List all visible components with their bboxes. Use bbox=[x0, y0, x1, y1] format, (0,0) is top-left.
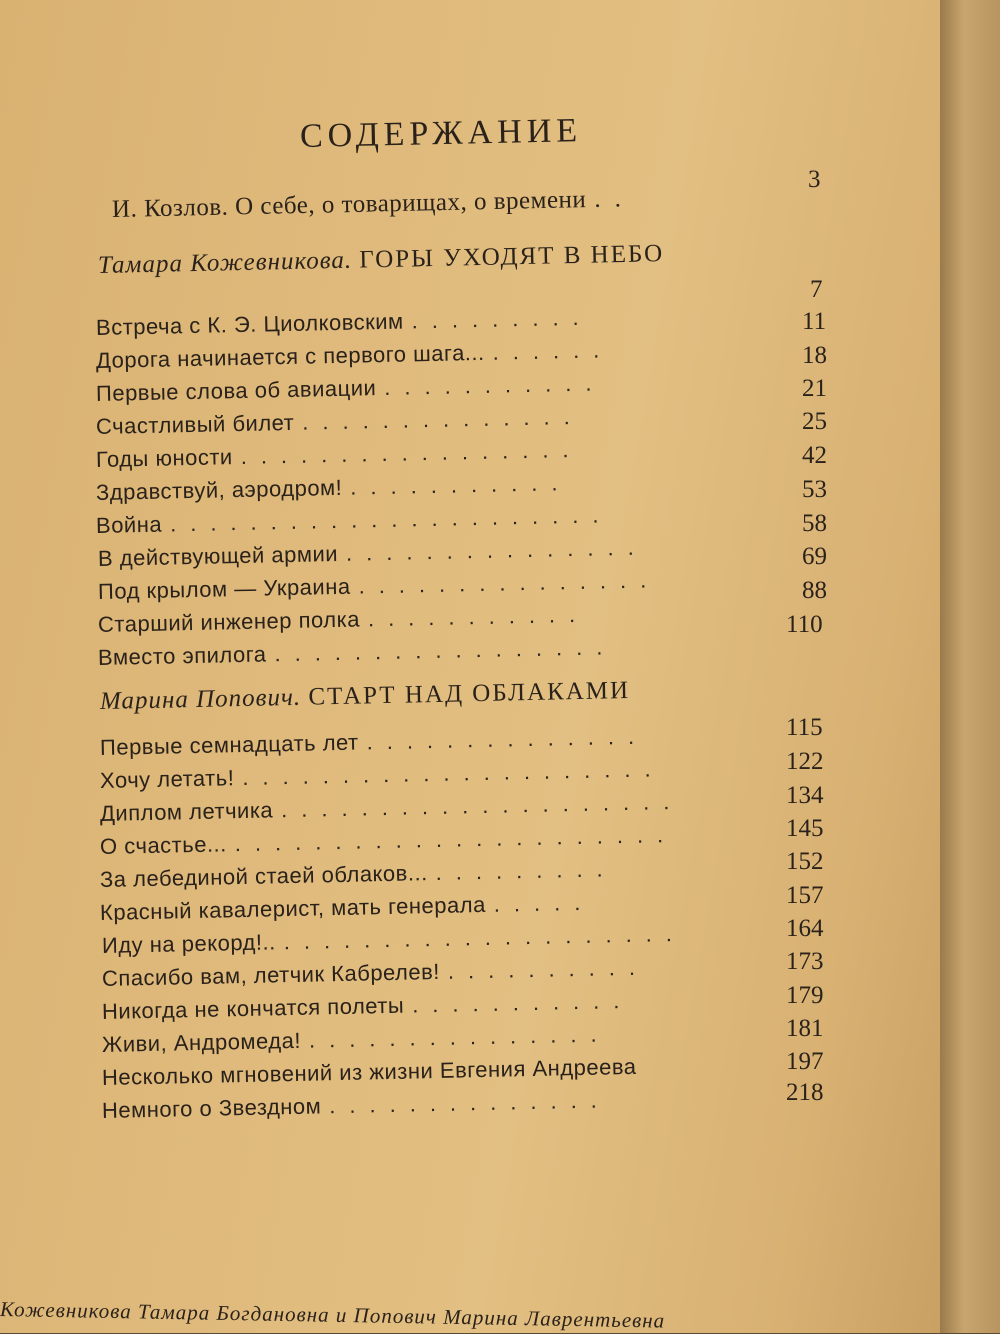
toc-entry-title: Живи, Андромеда! bbox=[101, 1027, 302, 1057]
toc-page-number: 7 bbox=[810, 276, 823, 303]
toc-page-number: 134 bbox=[786, 782, 824, 809]
toc-page-number: 115 bbox=[786, 714, 823, 741]
toc-entry-title: Под крылом — Украина bbox=[97, 573, 351, 604]
toc-page-number: 122 bbox=[786, 748, 824, 775]
leader-dots: ................. bbox=[240, 436, 583, 469]
section-title: СТАРТ НАД ОБЛАКАМИ bbox=[308, 676, 631, 711]
section-title: ГОРЫ УХОДЯТ В НЕБО bbox=[359, 240, 665, 274]
toc-page-number: 181 bbox=[786, 1015, 824, 1042]
toc-page-number: 25 bbox=[802, 408, 827, 435]
toc-entry-title: Счастливый билет bbox=[95, 409, 295, 439]
leader-dots: ...................... bbox=[234, 821, 678, 857]
leader-dots: ........... bbox=[411, 987, 634, 1018]
toc-entry-title: Диплом летчика bbox=[99, 797, 274, 826]
toc-page-number: 69 bbox=[802, 543, 827, 570]
leader-dots: ......... bbox=[411, 304, 593, 334]
leader-dots: ........... bbox=[367, 601, 590, 632]
leader-dots: .............. bbox=[328, 1087, 612, 1119]
toc-page-number: 157 bbox=[786, 882, 824, 909]
toc-entry-title: Хочу летать! bbox=[99, 765, 235, 793]
toc-page-number: 53 bbox=[802, 476, 827, 503]
toc-page-number: 218 bbox=[786, 1079, 824, 1106]
toc-entry-title: Встреча с К. Э. Циолковским bbox=[95, 308, 404, 340]
page-edge bbox=[940, 0, 1000, 1333]
toc-page-number: 173 bbox=[786, 948, 824, 975]
leader-dots: ......... bbox=[435, 856, 617, 885]
toc-page-number: 58 bbox=[802, 510, 827, 537]
section-author: Марина Попович. bbox=[99, 683, 302, 715]
toc-entry-title: Никогда не кончатся полеты bbox=[101, 992, 405, 1024]
toc-entry-title: Здравствуй, аэродром! bbox=[95, 474, 343, 505]
leader-dots: ........... bbox=[383, 370, 606, 400]
toc-entry-title: В действующей армии bbox=[97, 540, 339, 571]
toc-page-number: 164 bbox=[786, 915, 824, 942]
toc-entry-title: Первые семнадцать лет bbox=[99, 729, 359, 760]
leader-dots: ............... bbox=[345, 534, 648, 566]
toc-entry-title: Немного о Звездном bbox=[101, 1093, 322, 1123]
leader-dots: .............. bbox=[366, 723, 649, 755]
toc-entry-title: Первые слова об авиации bbox=[95, 375, 377, 406]
toc-page-number: 21 bbox=[802, 375, 827, 402]
leader-dots: .............. bbox=[301, 403, 584, 435]
toc-page-number: 152 bbox=[786, 848, 824, 875]
toc-entry-title: Несколько мгновений из жизни Евгения Андреева bbox=[101, 1053, 637, 1090]
leader-dots: .......... bbox=[447, 954, 650, 984]
leader-dots: .................... bbox=[280, 788, 684, 823]
toc-entry-title: Война bbox=[95, 511, 163, 538]
toc-entry-title: О счастье... bbox=[99, 831, 228, 859]
toc-page-number: 110 bbox=[786, 611, 823, 638]
page-title: СОДЕРЖАНИЕ bbox=[299, 112, 583, 155]
leader-dots: ........... bbox=[350, 470, 572, 500]
toc-page-number: 11 bbox=[802, 308, 827, 335]
toc-entry-title: За лебединой стаей облаков... bbox=[99, 860, 428, 892]
toc-entry-title: Годы юности bbox=[95, 444, 233, 472]
toc-entry-title: Иду на рекорд!.. bbox=[101, 929, 276, 958]
leader-dots: ............... bbox=[358, 567, 661, 599]
leader-dots: ...................... bbox=[169, 502, 613, 537]
toc-entry-title: Дорога начинается с первого шага... bbox=[95, 339, 485, 373]
toc-entry-title: Вместо эпилога bbox=[97, 641, 267, 670]
leader-dots: ..................... bbox=[242, 756, 665, 791]
leader-dots: .. bbox=[594, 185, 636, 213]
toc-page-number: 197 bbox=[786, 1048, 824, 1075]
toc-page-number: 42 bbox=[802, 442, 827, 469]
toc-page-number: 145 bbox=[786, 815, 824, 842]
leader-dots: ...... bbox=[492, 337, 614, 365]
toc-page-number: 18 bbox=[802, 342, 827, 369]
toc-entry-title: Спасибо вам, летчик Кабрелев! bbox=[101, 958, 441, 991]
section-author: Тамара Кожевникова. bbox=[97, 246, 353, 279]
leader-dots: ..... bbox=[493, 889, 595, 917]
toc-page-number: 3 bbox=[808, 166, 821, 193]
toc-entry-title: И. Козлов. О себе, о товарищах, о времени bbox=[111, 186, 587, 223]
footer-authors: Кожевникова Тамара Богдановна и Попович Марина Лаврентьевна bbox=[0, 1297, 666, 1333]
leader-dots: ............... bbox=[308, 1021, 611, 1053]
leader-dots: .................... bbox=[283, 920, 687, 955]
toc-page-number: 179 bbox=[786, 982, 824, 1009]
toc-page-number: 88 bbox=[802, 577, 827, 604]
leader-dots: ................. bbox=[274, 634, 617, 667]
toc-entry-title: Старший инженер полка bbox=[97, 606, 361, 637]
toc-entry-title: Красный кавалерист, мать генерала bbox=[99, 891, 487, 925]
